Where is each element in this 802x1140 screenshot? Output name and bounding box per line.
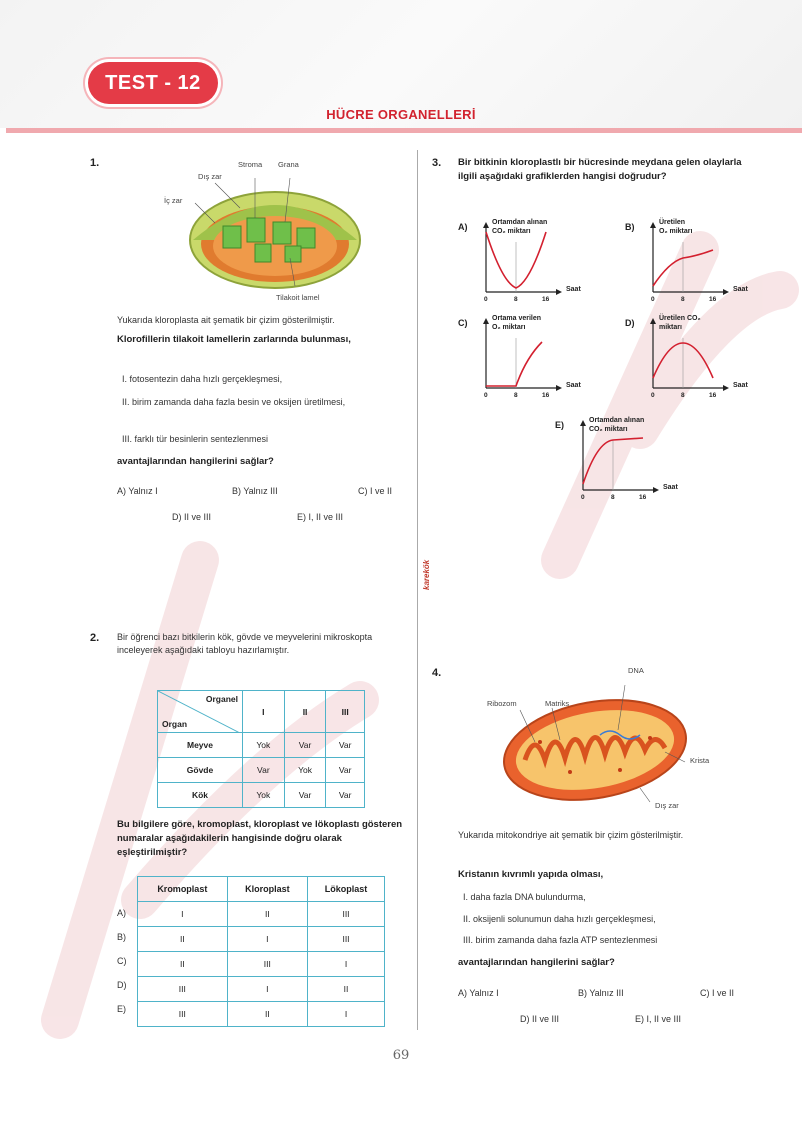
graph-option[interactable] [458, 219, 588, 303]
q1-option-b[interactable]: B) Yalnız III [232, 486, 278, 496]
graph-tick: 8 [681, 392, 685, 399]
graph-ylabel: Ortama verilen [492, 315, 542, 322]
graph-option[interactable] [625, 219, 755, 303]
graph-plot [649, 222, 729, 296]
graph-tick: 16 [542, 392, 550, 399]
graph-tick: 0 [581, 494, 585, 501]
q3-stem: Bir bitkinin kloroplastlı bir hücresinde meydana gelen olaylarla ilgili aşağıdaki grafiklerden hangisi doğrudur? [458, 157, 742, 182]
label-krista: Krista [690, 756, 710, 765]
q4-stem: Kristanın kıvrımlı yapıda olması, [458, 869, 604, 880]
header-rule [6, 128, 802, 133]
graph-tick: 0 [484, 392, 488, 399]
answer-row-d[interactable]: III I II [138, 977, 385, 1002]
q1-option-a[interactable]: A) Yalnız I [117, 486, 158, 496]
q1-stem: Klorofillerin tilakoit lamellerin zarlarında bulunması, [117, 334, 351, 345]
table-row: Gövde Var Yok Var [158, 758, 365, 783]
q1-item-1: I. fotosentezin daha hızlı gerçekleşmesi, [122, 374, 283, 384]
test-badge: TEST - 12 [88, 62, 218, 104]
graph-plot [649, 318, 729, 392]
q1-question: avantajlarından hangilerini sağlar? [117, 456, 274, 467]
label-dis-zar: Dış zar [198, 172, 222, 181]
q4-option-a[interactable]: A) Yalnız I [458, 988, 499, 998]
label-stroma: Stroma [238, 160, 263, 169]
graph-option-label[interactable]: A) [458, 222, 468, 232]
graph-plot [579, 420, 659, 494]
answer-header: Lökoplast [308, 877, 385, 902]
column-divider [417, 150, 418, 1030]
q1-option-c[interactable]: C) I ve II [358, 486, 393, 496]
q1-item-3: III. farklı tür besinlerin sentezlenmesi [122, 434, 269, 444]
page-number: 69 [392, 1048, 410, 1063]
graph-option[interactable] [555, 417, 685, 501]
q4-item-1: I. daha fazla DNA bulundurma, [463, 892, 586, 902]
graph-option-label[interactable]: B) [625, 222, 635, 232]
graph-xlabel: Saat [566, 382, 581, 389]
col-header: III [326, 691, 365, 733]
graph-tick: 0 [651, 296, 655, 303]
label-ic-zar: İç zar [164, 196, 183, 205]
graph-ylabel: miktarı [659, 324, 682, 331]
graph-ylabel: CO₂ miktarı [589, 426, 628, 433]
answer-row-c[interactable]: II III I [138, 952, 385, 977]
q1-item-2: II. birim zamanda daha fazla besin ve oksijen üretilmesi, [122, 397, 346, 407]
q4-intro: Yukarıda mitokondriye ait şematik bir çizim gösterilmiştir. [458, 830, 684, 840]
label-grana: Grana [278, 160, 299, 169]
side-mark: karekök [422, 559, 431, 590]
q4-item-2: II. oksijenli solunumun daha hızlı gerçekleşmesi, [463, 914, 656, 924]
q1-option-d[interactable]: D) II ve III [172, 512, 212, 522]
answer-opt-a[interactable]: A) [117, 908, 126, 918]
graph-option-label[interactable]: D) [625, 318, 635, 328]
graph-option-label[interactable]: C) [458, 318, 468, 328]
answer-header: Kloroplast [227, 877, 307, 902]
graph-ylabel: Üretilen CO₂ [659, 315, 701, 322]
q2-intro: Bir öğrenci bazı bitkilerin kök, gövde ve meyvelerini mikroskopta inceleyerek aşağıdaki tabloyu hazırlamıştır. [117, 632, 373, 655]
graph-xlabel: Saat [663, 484, 678, 491]
answer-row-e[interactable]: III II I [138, 1002, 385, 1027]
q4-item-3: III. birim zamanda daha fazla ATP sentezlenmesi [463, 935, 658, 945]
q4-option-e[interactable]: E) I, II ve III [635, 1014, 682, 1024]
q4-option-d[interactable]: D) II ve III [520, 1014, 560, 1024]
graph-ylabel: O₂ miktarı [492, 324, 526, 331]
label-dna: DNA [628, 666, 644, 675]
graph-xlabel: Saat [733, 382, 748, 389]
graph-ylabel: Ortamdan alınan [589, 417, 645, 424]
q4-option-b[interactable]: B) Yalnız III [578, 988, 624, 998]
graph-tick: 16 [709, 392, 717, 399]
q4-option-c[interactable]: C) I ve II [700, 988, 735, 998]
answer-header: Kromoplast [138, 877, 228, 902]
organ-table-corner: Organel Organ [158, 691, 243, 733]
graph-tick: 0 [651, 392, 655, 399]
q2-question: Bu bilgilere göre, kromoplast, kloroplast ve lökoplastı gösteren numaralar aşağıdakilerin hangisinde doğru olarak eşleştirilmiştir? [117, 819, 403, 858]
graph-tick: 16 [542, 296, 550, 303]
q4-number: 4. [432, 667, 442, 679]
graph-option[interactable] [458, 315, 588, 399]
graph-ylabel: CO₂ miktarı [492, 228, 531, 235]
answer-opt-b[interactable]: B) [117, 932, 126, 942]
q4-question: avantajlarından hangilerini sağlar? [458, 957, 615, 968]
graph-ylabel: O₂ miktarı [659, 228, 693, 235]
label-matriks: Matriks [545, 699, 570, 708]
graph-option-label[interactable]: E) [555, 420, 564, 430]
q3-number: 3. [432, 157, 442, 169]
graph-ylabel: Ortamdan alınan [492, 219, 548, 226]
answer-opt-e[interactable]: E) [117, 1004, 126, 1014]
table-row: Meyve Yok Var Var [158, 733, 365, 758]
graph-ylabel: Üretilen [659, 219, 686, 226]
graph-tick: 0 [484, 296, 488, 303]
col-header: I [243, 691, 285, 733]
label-tilakoit: Tilakoit lamel [276, 293, 320, 302]
graph-plot [482, 222, 562, 296]
graph-xlabel: Saat [566, 286, 581, 293]
label-q4-dis-zar: Dış zar [655, 801, 679, 810]
q2-number: 2. [90, 632, 100, 644]
col-header: II [284, 691, 326, 733]
graph-tick: 16 [709, 296, 717, 303]
graph-tick: 8 [611, 494, 615, 501]
answer-table [137, 876, 385, 1027]
graph-xlabel: Saat [733, 286, 748, 293]
mitochondria-diagram [500, 680, 700, 810]
organ-table [157, 690, 365, 808]
answer-row-a[interactable]: I II III [138, 902, 385, 927]
answer-opt-c[interactable]: C) [117, 956, 127, 966]
page-title: HÜCRE ORGANELLERİ [326, 107, 476, 122]
graph-option[interactable] [625, 315, 755, 399]
q1-intro: Yukarıda kloroplasta ait şematik bir çizim gösterilmiştir. [117, 315, 335, 325]
graph-plot [482, 318, 562, 392]
graph-tick: 8 [514, 296, 518, 303]
answer-row-b[interactable]: II I III [138, 927, 385, 952]
q1-number: 1. [90, 157, 100, 169]
graph-tick: 16 [639, 494, 647, 501]
graph-tick: 8 [514, 392, 518, 399]
graph-tick: 8 [681, 296, 685, 303]
answer-opt-d[interactable]: D) [117, 980, 127, 990]
table-row: Kök Yok Var Var [158, 783, 365, 808]
chloroplast-diagram [185, 178, 365, 290]
label-ribozom: Ribozom [487, 699, 517, 708]
q1-option-e[interactable]: E) I, II ve III [297, 512, 344, 522]
